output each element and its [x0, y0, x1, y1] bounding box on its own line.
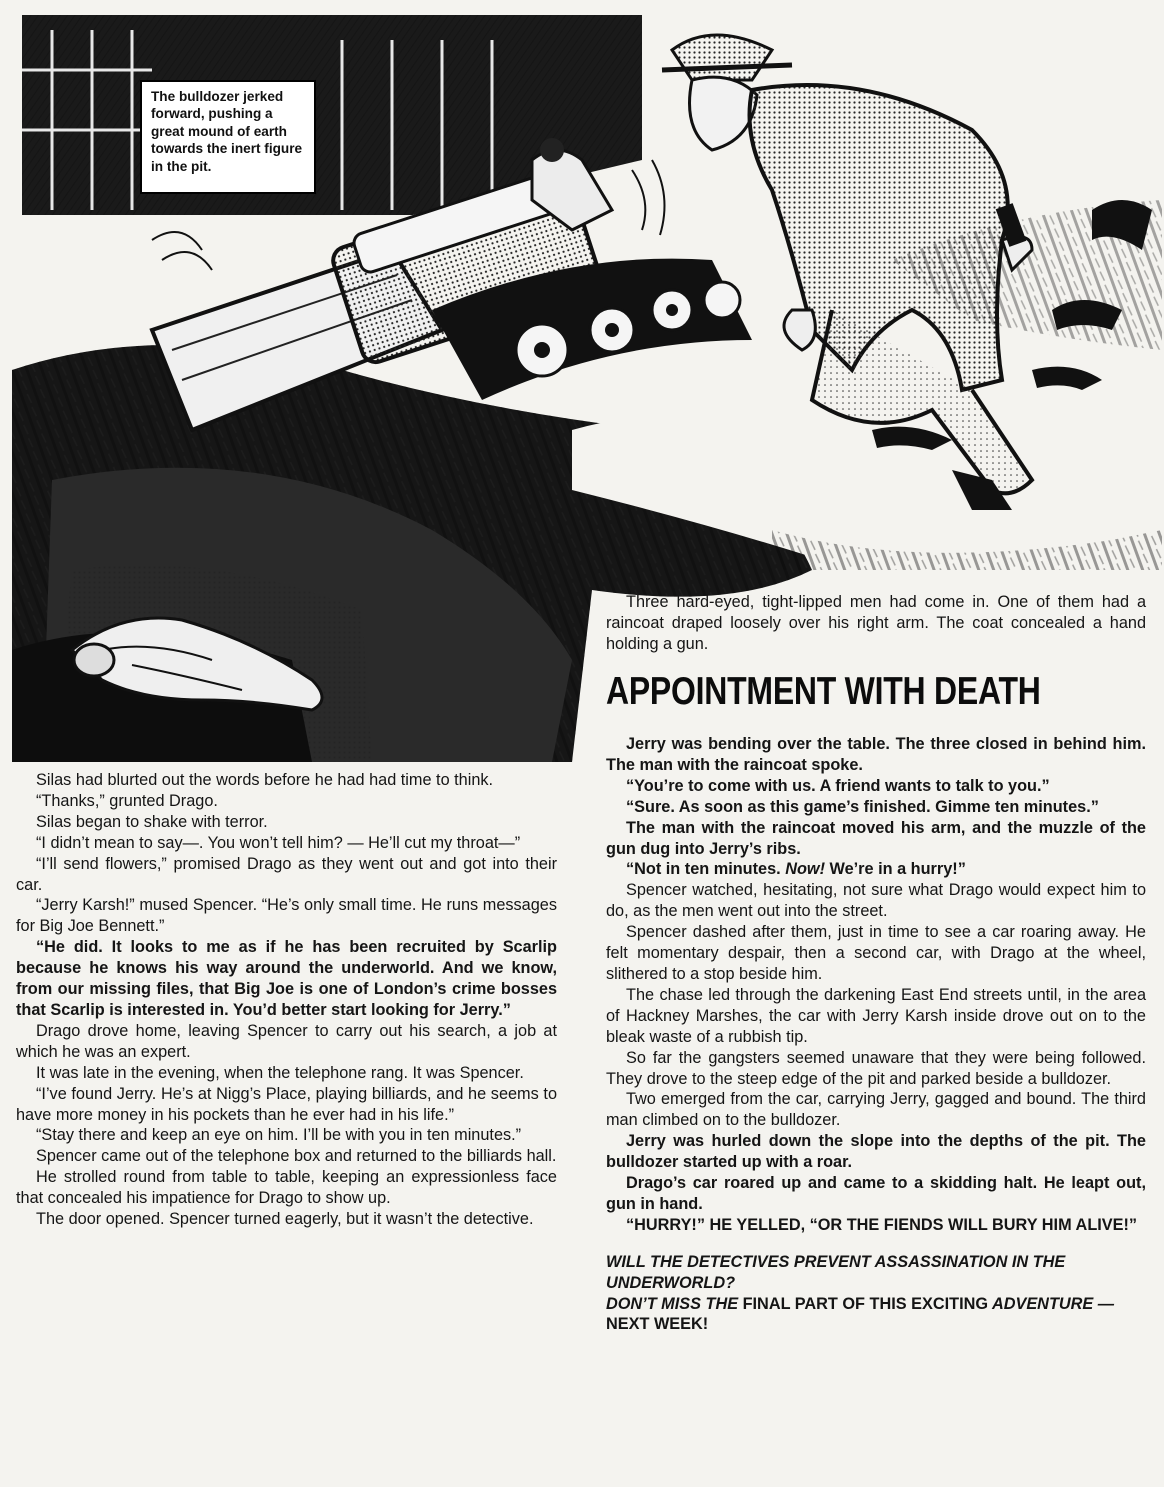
paragraph: The chase led through the darkening East End streets until, in the area of Hackney Marshes, the car with Jerry Karsh inside drove out on to the bleak waste of a rubbish tip.	[606, 985, 1146, 1046]
paragraph: The door opened. Spencer turned eagerly, but it wasn’t the detective.	[36, 1210, 534, 1229]
paragraph: “I didn’t mean to say—. You won’t tell him? — He’ll cut my throat—”	[36, 833, 521, 852]
teaser-line: NEXT WEEK!	[606, 1315, 709, 1334]
teaser-line: DON’T MISS THE	[606, 1294, 743, 1313]
right-column	[606, 734, 1146, 1335]
paragraph-bold-hurry	[606, 859, 1146, 880]
paragraph: “I’ll send flowers,” promised Drago as they went out and got into their car.	[16, 854, 557, 894]
paragraph: So far the gangsters seemed unaware that they were being followed. They drove to the steep edge of the pit and parked beside a bulldozer.	[606, 1048, 1146, 1088]
paragraph: It was late in the evening, when the telephone rang. It was Spencer.	[36, 1063, 524, 1082]
paragraph: He strolled round from table to table, keeping an expressionless face that concealed his impatience for Drago to show up.	[16, 1168, 557, 1208]
paragraph: Silas began to shake with terror.	[36, 812, 268, 831]
text-run: “Not in ten minutes.	[626, 860, 786, 879]
intro-paragraph	[606, 592, 1146, 655]
paragraph-bold: “HURRY!” HE YELLED, “OR THE FIENDS WILL BURY HIM ALIVE!”	[626, 1215, 1138, 1234]
emphasis-now: Now!	[785, 860, 825, 879]
paragraph-bold: Jerry was hurled down the slope into the depths of the pit. The bulldozer started up with a roar.	[606, 1132, 1146, 1172]
section-title: APPOINTMENT WITH DEATH	[606, 670, 1041, 713]
paragraph: “Thanks,” grunted Drago.	[36, 791, 218, 810]
paragraph: Two emerged from the car, carrying Jerry, gagged and bound. The third man climbed on to the bulldozer.	[606, 1090, 1146, 1130]
paragraph-bold: Jerry was bending over the table. The three closed in behind him. The man with the raincoat spoke.	[606, 735, 1146, 774]
teaser-line: WILL THE DETECTIVES PREVENT ASSASSINATION IN THE UNDERWORLD?	[606, 1252, 1066, 1292]
paragraph: Drago drove home, leaving Spencer to carry out his search, a job at which he was an expert.	[16, 1021, 557, 1061]
paragraph: Spencer came out of the telephone box and returned to the billiards hall.	[36, 1147, 557, 1166]
teaser-line: ADVENTURE —	[988, 1294, 1115, 1313]
paragraph: Silas had blurted out the words before he had had time to think.	[36, 771, 494, 789]
paragraph: “I’ve found Jerry. He’s at Nigg’s Place, playing billiards, and he seems to have more money in his pockets than he ever had in his life.”	[16, 1084, 557, 1124]
paragraph: “Stay there and keep an eye on him. I’ll be with you in ten minutes.”	[36, 1126, 522, 1145]
paragraph: Three hard-eyed, tight-lipped men had come in. One of them had a raincoat draped loosely over his right arm. The coat concealed a hand holding a gun.	[606, 593, 1146, 653]
teaser-line: FINAL PART OF THIS EXCITING	[742, 1294, 989, 1313]
paragraph-bold: “He did. It looks to me as if he has been recruited by Scarlip because he knows his way around the underworld. And we know, from our missing files, that Big Joe is one of London’s crime bosses that Scarlip is interested in. You’d better start looking for Jerry.”	[16, 938, 557, 1019]
left-column	[16, 770, 557, 1230]
text-run: We’re in a hurry!”	[825, 860, 966, 879]
paragraph-bold: “You’re to come with us. A friend wants to talk to you.”	[626, 776, 1050, 795]
illustration-caption: The bulldozer jerked forward, pushing a great mound of earth towards the inert figure in the pit.	[140, 80, 316, 194]
paragraph-bold: The man with the raincoat moved his arm, and the muzzle of the gun dug into Jerry’s ribs.	[606, 818, 1146, 858]
paragraph-bold: Drago’s car roared up and came to a skidding halt. He leapt out, gun in hand.	[606, 1174, 1146, 1213]
next-week-teaser	[606, 1252, 1146, 1336]
paragraph: Spencer watched, hesitating, not sure what Drago would expect him to do, as the men went out into the street.	[606, 881, 1146, 921]
paragraph: “Jerry Karsh!” mused Spencer. “He’s only small time. He runs messages for Big Joe Bennett.”	[16, 896, 557, 936]
paragraph: Spencer dashed after them, just in time to see a car roaring away. He felt momentary despair, then a second car, with Drago at the wheel, slithered to a stop beside him.	[606, 923, 1146, 983]
paragraph-bold: “Sure. As soon as this game’s finished. Gimme ten minutes.”	[626, 797, 1099, 816]
